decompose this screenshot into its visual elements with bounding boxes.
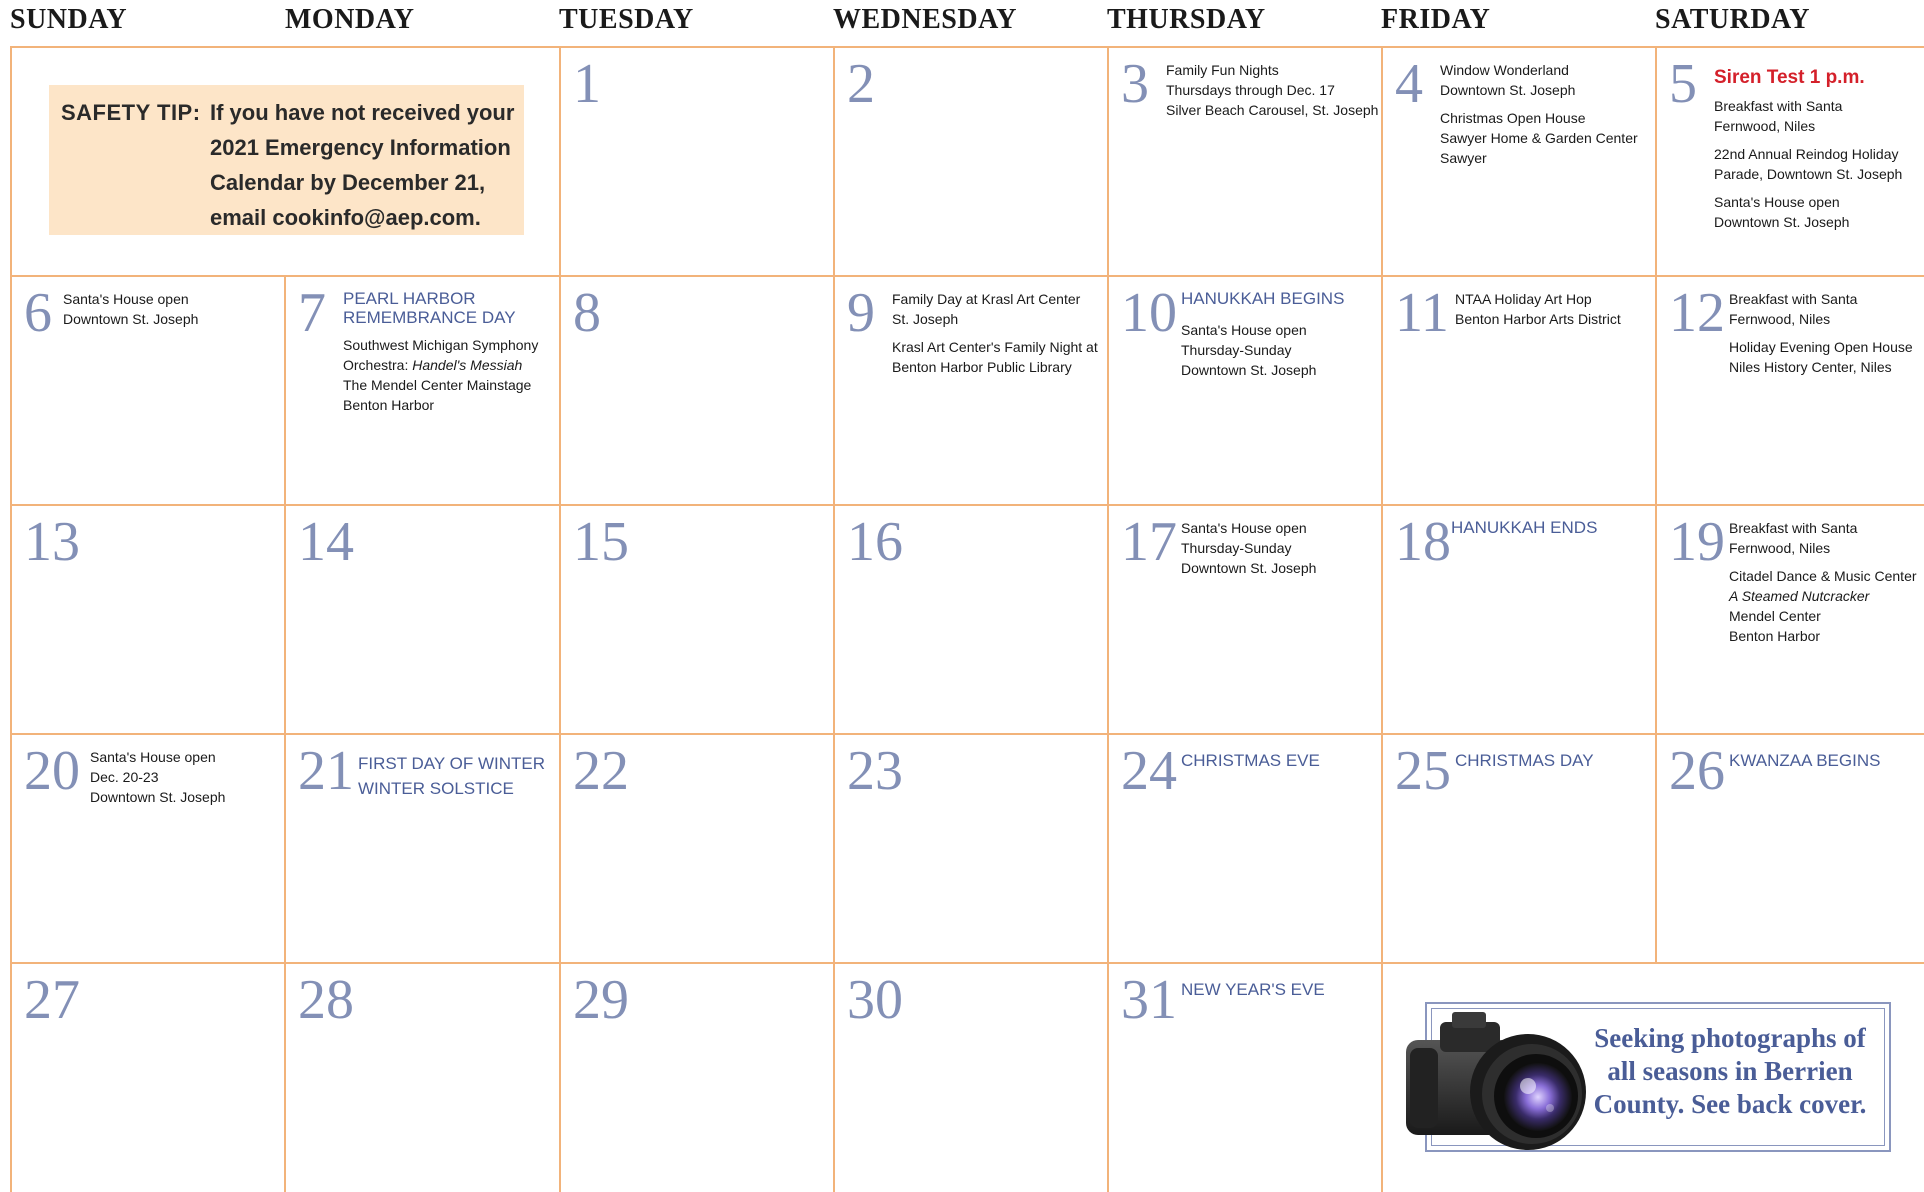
date-number: 1 — [573, 53, 601, 115]
event — [892, 289, 1102, 329]
day-cell-15[interactable] — [559, 504, 834, 733]
event-list — [1729, 518, 1918, 654]
event-line: Downtown St. Joseph — [90, 789, 226, 805]
event-title-italic: A Steamed Nutcracker — [1729, 588, 1870, 604]
event-line: Downtown St. Joseph — [1714, 214, 1850, 230]
date-number: 10 — [1121, 282, 1177, 344]
date-number: 15 — [573, 511, 629, 573]
event-line: Krasl Art Center's Family Night at — [892, 339, 1098, 355]
weekday-header — [0, 0, 1924, 46]
event — [1714, 144, 1918, 184]
event-line: Mendel Center — [1729, 608, 1821, 624]
day-cell-25[interactable] — [1381, 733, 1656, 962]
day-cell-5[interactable] — [1655, 46, 1924, 275]
event-line: Breakfast with Santa — [1729, 520, 1858, 536]
date-number: 4 — [1395, 53, 1423, 115]
event — [1166, 60, 1379, 120]
event-line: 22nd Annual Reindog Holiday — [1714, 146, 1899, 162]
event-list — [892, 289, 1102, 385]
event-list — [1714, 64, 1918, 240]
event-title-italic: Handel's Messiah — [412, 357, 523, 373]
event-line: Benton Harbor Arts District — [1455, 311, 1621, 327]
holiday-line: PEARL HARBOR — [343, 289, 476, 308]
event-list — [90, 747, 279, 815]
event-line: Thursday-Sunday — [1181, 540, 1292, 556]
day-cell-11[interactable] — [1381, 275, 1656, 504]
day-cell-26[interactable] — [1655, 733, 1924, 962]
date-number: 22 — [573, 740, 629, 802]
date-number: 2 — [847, 53, 875, 115]
event-line: Benton Harbor — [1729, 628, 1821, 644]
event — [63, 289, 279, 329]
safety-tip-text — [210, 95, 514, 235]
date-number: 7 — [298, 282, 326, 344]
holiday-line: CHRISTMAS EVE — [1181, 751, 1320, 770]
date-number: 11 — [1395, 282, 1449, 344]
weekday-wednesday: WEDNESDAY — [833, 4, 1017, 35]
event-line: Window Wonderland — [1440, 62, 1569, 78]
promo-line: Seeking photographs of — [1594, 1023, 1866, 1053]
event-line: Benton Harbor Public Library — [892, 359, 1072, 375]
date-number: 14 — [298, 511, 354, 573]
safety-tip-box — [49, 85, 524, 235]
event-line: Downtown St. Joseph — [1440, 82, 1576, 98]
holiday-line: HANUKKAH ENDS — [1451, 518, 1598, 537]
day-cell-24[interactable] — [1107, 733, 1382, 962]
day-cell-29[interactable] — [559, 962, 834, 1192]
event-list — [63, 289, 279, 337]
event-list — [1181, 289, 1376, 388]
day-cell-18[interactable] — [1381, 504, 1656, 733]
camera-icon — [1400, 1000, 1600, 1160]
day-cell-12[interactable] — [1655, 275, 1924, 504]
event-line: Family Day at Krasl Art Center — [892, 291, 1081, 307]
day-cell-14[interactable] — [284, 504, 559, 733]
event — [1714, 96, 1918, 136]
day-cell-28[interactable] — [284, 962, 559, 1192]
date-number: 8 — [573, 282, 601, 344]
event — [90, 747, 279, 807]
event-list — [343, 289, 553, 415]
day-cell-16[interactable] — [833, 504, 1108, 733]
event — [343, 335, 553, 415]
holiday-line: REMEMBRANCE DAY — [343, 308, 516, 327]
event — [1729, 518, 1918, 558]
safety-tip-heading: SAFETY TIP: — [61, 100, 201, 125]
date-number: 25 — [1395, 740, 1451, 802]
date-number: 30 — [847, 969, 903, 1031]
day-cell-31[interactable] — [1107, 962, 1382, 1192]
event-line: Santa's House open — [63, 291, 189, 307]
event-line: Citadel Dance & Music Center — [1729, 568, 1917, 584]
day-cell-13[interactable] — [10, 504, 285, 733]
event — [1440, 108, 1650, 168]
holiday-line: HANUKKAH BEGINS — [1181, 289, 1345, 308]
day-cell-20[interactable] — [10, 733, 285, 962]
event — [1181, 320, 1376, 380]
day-cell-3[interactable] — [1107, 46, 1382, 275]
date-number: 20 — [24, 740, 80, 802]
event-list — [1181, 751, 1376, 770]
event — [1729, 289, 1918, 329]
event-line: Santa's House open — [1181, 322, 1307, 338]
date-number: 6 — [24, 282, 52, 344]
event-list — [1166, 60, 1379, 128]
date-number: 19 — [1669, 511, 1725, 573]
event-line: Santa's House open — [1714, 194, 1840, 210]
date-number: 21 — [298, 740, 354, 802]
promo-text — [1585, 1022, 1875, 1121]
date-number: 31 — [1121, 969, 1177, 1031]
event — [1455, 289, 1650, 329]
date-number: 28 — [298, 969, 354, 1031]
event-line: Downtown St. Joseph — [1181, 362, 1317, 378]
event-line: Dec. 20-23 — [90, 769, 159, 785]
event-line: Downtown St. Joseph — [63, 311, 199, 327]
event — [1729, 566, 1918, 646]
event-line — [343, 355, 553, 375]
date-number: 13 — [24, 511, 80, 573]
date-number: 12 — [1669, 282, 1725, 344]
promo-line: all seasons in Berrien — [1607, 1056, 1853, 1086]
day-cell-8[interactable] — [559, 275, 834, 504]
weekday-thursday: THURSDAY — [1107, 4, 1266, 35]
event-line: Fernwood, Niles — [1714, 118, 1816, 134]
event-list — [1181, 980, 1376, 999]
date-number: 24 — [1121, 740, 1177, 802]
event-line: Thursday-Sunday — [1181, 342, 1292, 358]
event-list — [358, 751, 553, 809]
event-line: Breakfast with Santa — [1729, 291, 1858, 307]
day-cell-6[interactable] — [10, 275, 285, 504]
event-line: Santa's House open — [1181, 520, 1307, 536]
date-number: 9 — [847, 282, 875, 344]
event-list — [1440, 60, 1650, 176]
event-line: Breakfast with Santa — [1714, 98, 1843, 114]
weekday-saturday: SATURDAY — [1655, 4, 1810, 35]
safety-tip-line: Calendar by December 21, — [210, 170, 486, 195]
event-line: Downtown St. Joseph — [1181, 560, 1317, 576]
holiday-line: NEW YEAR'S EVE — [1181, 980, 1325, 999]
siren-test-alert: Siren Test 1 p.m. — [1714, 67, 1865, 88]
holiday-line: KWANZAA BEGINS — [1729, 751, 1881, 770]
event-line: Silver Beach Carousel, St. Joseph — [1166, 102, 1379, 118]
event — [892, 337, 1102, 377]
date-number: 3 — [1121, 53, 1149, 115]
day-cell-22[interactable] — [559, 733, 834, 962]
event-list — [1729, 751, 1918, 770]
event-line: Christmas Open House — [1440, 110, 1586, 126]
event-line: Santa's House open — [90, 749, 216, 765]
day-cell-21[interactable] — [284, 733, 559, 962]
day-cell-10[interactable] — [1107, 275, 1382, 504]
event-line: Southwest Michigan Symphony — [343, 337, 539, 353]
day-cell-4[interactable] — [1381, 46, 1656, 275]
event-line: Niles History Center, Niles — [1729, 359, 1892, 375]
promo-line: County. See back cover. — [1593, 1089, 1867, 1119]
date-number: 16 — [847, 511, 903, 573]
event-line: Holiday Evening Open House — [1729, 339, 1913, 355]
event-line: Fernwood, Niles — [1729, 311, 1831, 327]
event-list — [1455, 289, 1650, 337]
holiday-label — [343, 289, 553, 327]
day-cell-19[interactable] — [1655, 504, 1924, 733]
day-cell-9[interactable] — [833, 275, 1108, 504]
day-cell-17[interactable] — [1107, 504, 1382, 733]
event-line: Fernwood, Niles — [1729, 540, 1831, 556]
holiday-label — [1451, 518, 1650, 537]
event-line: NTAA Holiday Art Hop — [1455, 291, 1592, 307]
date-number: 23 — [847, 740, 903, 802]
day-cell-30[interactable] — [833, 962, 1108, 1192]
holiday-label — [1181, 289, 1376, 308]
event-line: The Mendel Center Mainstage — [343, 377, 532, 393]
event — [1181, 518, 1376, 578]
day-cell-2[interactable] — [833, 46, 1108, 275]
event-list — [1181, 518, 1376, 586]
weekday-sunday: SUNDAY — [10, 4, 128, 35]
event-line: St. Joseph — [892, 311, 959, 327]
date-number: 17 — [1121, 511, 1177, 573]
weekday-tuesday: TUESDAY — [559, 4, 694, 35]
event-line: Benton Harbor — [343, 397, 435, 413]
safety-tip-line: If you have not received your — [210, 100, 515, 125]
event-text: Orchestra: — [343, 357, 413, 373]
event-line: Sawyer Home & Garden Center — [1440, 130, 1638, 146]
day-cell-27[interactable] — [10, 962, 285, 1192]
event-line: Family Fun Nights — [1166, 62, 1279, 78]
event — [1729, 337, 1918, 377]
date-number: 5 — [1669, 53, 1697, 115]
weekday-monday: MONDAY — [285, 4, 415, 35]
date-number: 29 — [573, 969, 629, 1031]
event-list — [1455, 751, 1650, 770]
holiday-line: WINTER SOLSTICE — [358, 779, 514, 798]
day-cell-23[interactable] — [833, 733, 1108, 962]
day-cell-7[interactable] — [284, 275, 559, 504]
safety-tip-line: email cookinfo@aep.com. — [210, 205, 481, 230]
holiday-line: CHRISTMAS DAY — [1455, 751, 1594, 770]
event — [1714, 192, 1918, 232]
holiday-label — [358, 751, 553, 801]
event-line: Sawyer — [1440, 150, 1487, 166]
date-number: 27 — [24, 969, 80, 1031]
event — [1440, 60, 1650, 100]
holiday-line: FIRST DAY OF WINTER — [358, 754, 546, 773]
date-number: 26 — [1669, 740, 1725, 802]
safety-tip-line: 2021 Emergency Information — [210, 135, 511, 160]
event-list — [1451, 518, 1650, 545]
event-list — [1729, 289, 1918, 385]
weekday-friday: FRIDAY — [1381, 4, 1491, 35]
event-line: Parade, Downtown St. Joseph — [1714, 166, 1903, 182]
date-number: 18 — [1395, 511, 1451, 573]
event-line: Thursdays through Dec. 17 — [1166, 82, 1335, 98]
day-cell-1[interactable] — [559, 46, 834, 275]
